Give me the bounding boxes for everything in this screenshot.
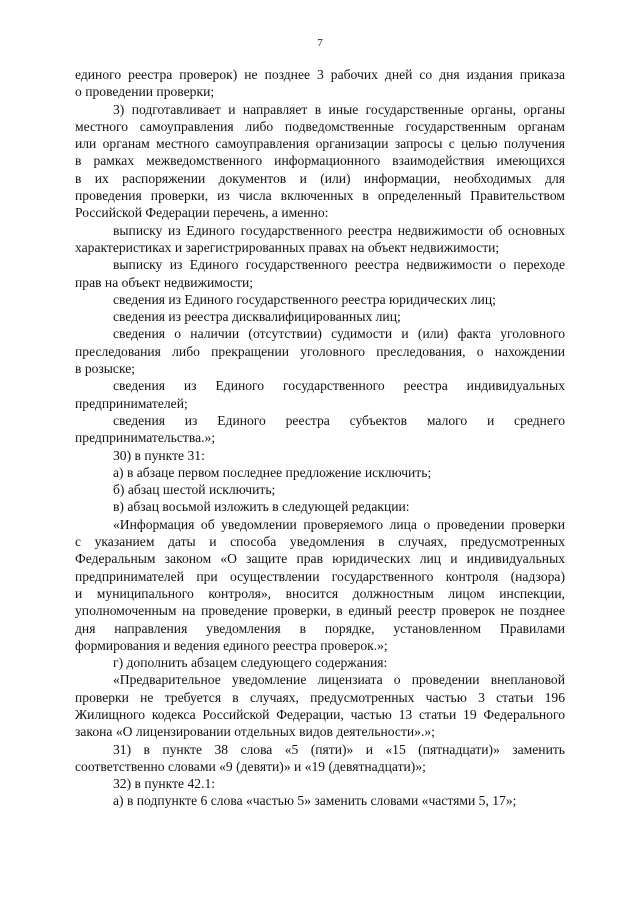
page-number: 7 xyxy=(317,37,323,49)
text-line: 31) в пункте 38 слова «5 (пяти)» и «15 (пятнадцати)» заменить xyxy=(113,741,565,757)
text-line: 30) в пункте 31: xyxy=(113,447,205,463)
text-line: сведения из реестра дисквалифицированных лиц; xyxy=(113,309,401,325)
text-line: о проведении проверки; xyxy=(75,84,215,100)
text-line: 3) подготавливает и направляет в иные государственные органы, органы xyxy=(113,101,565,117)
text-line: местного самоуправления либо подведомственные государственным органам xyxy=(75,118,565,134)
text-line: и муниципального контроля», вносится должностным лицом инспекции, xyxy=(75,585,565,601)
text-line: 32) в пункте 42.1: xyxy=(113,776,216,792)
text-line: проведения проверки, из числа включенных в определенный Правительством xyxy=(75,188,565,204)
text-line: проверки не требуется в случаях, предусмотренных частью 3 статьи 196 xyxy=(75,689,565,705)
text-line: а) в подпункте 6 слова «частью 5» заменить словами «частями 5, 17»; xyxy=(113,793,517,809)
text-line: б) абзац шестой исключить; xyxy=(113,482,276,498)
text-line: сведения из Единого государственного реестра индивидуальных xyxy=(113,378,565,394)
text-line: выписку из Единого государственного реестра недвижимости об основных xyxy=(113,222,565,238)
text-line: а) в абзаце первом последнее предложение исключить; xyxy=(113,464,432,480)
text-line: Федеральным законом «О защите прав юридических лиц и индивидуальных xyxy=(75,551,565,567)
text-line: единого реестра проверок) не позднее 3 рабочих дней со дня издания приказа xyxy=(75,67,565,82)
text-line: выписку из Единого государственного реестра недвижимости о переходе xyxy=(113,257,565,273)
text-line: предпринимателей при осуществлении государственного контроля (надзора) xyxy=(75,568,565,584)
text-line: предпринимательства.»; xyxy=(75,430,216,446)
text-line: уполномоченным на проведение проверки, в единый реестр проверок не позднее xyxy=(75,603,565,619)
text-line: «Предварительное уведомление лицензиата о проведении внеплановой xyxy=(113,672,565,688)
text-line: сведения о наличии (отсутствии) судимости и (или) факта уголовного xyxy=(113,326,565,342)
text-line: с указанием даты и способа уведомления в случаях, предусмотренных xyxy=(75,534,565,550)
text-line: дня направления уведомления в порядке, установленном Правилами xyxy=(75,620,565,636)
text-line: или органам местного самоуправления организации запросы с целью получения xyxy=(75,136,565,152)
text-line: преследования либо прекращении уголовного преследования, о нахождении xyxy=(75,343,565,359)
text-line: «Информация об уведомлении проверяемого лица о проведении проверки xyxy=(113,516,565,532)
text-line: соответственно словами «9 (девяти)» и «19 (девятнадцати)»; xyxy=(75,758,426,774)
document-body xyxy=(75,66,565,810)
text-line: прав на объект недвижимости; xyxy=(75,274,253,290)
text-line: Российской Федерации перечень, а именно: xyxy=(75,205,329,221)
text-line: в розыске; xyxy=(75,361,136,377)
text-line: в) абзац восьмой изложить в следующей редакции: xyxy=(113,499,410,515)
text-line: характеристиках и зарегистрированных правах на объект недвижимости; xyxy=(75,239,500,255)
text-line: формирования и ведения единого реестра проверок.»; xyxy=(75,637,388,653)
text-line: сведения из Единого реестра субъектов малого и среднего xyxy=(113,412,565,428)
text-line: в их распоряжении документов и (или) информации, необходимых для xyxy=(75,170,565,186)
text-line: в рамках межведомственного информационного взаимодействия имеющихся xyxy=(75,153,565,169)
text-line: сведения из Единого государственного реестра юридических лиц; xyxy=(113,291,496,307)
text-line: Жилищного кодекса Российской Федерации, частью 13 статьи 19 Федерального xyxy=(75,706,565,722)
text-line: предпринимателей; xyxy=(75,395,188,411)
text-line: закона «О лицензировании отдельных видов деятельности».»; xyxy=(75,724,435,740)
text-line: г) дополнить абзацем следующего содержания: xyxy=(113,655,388,671)
